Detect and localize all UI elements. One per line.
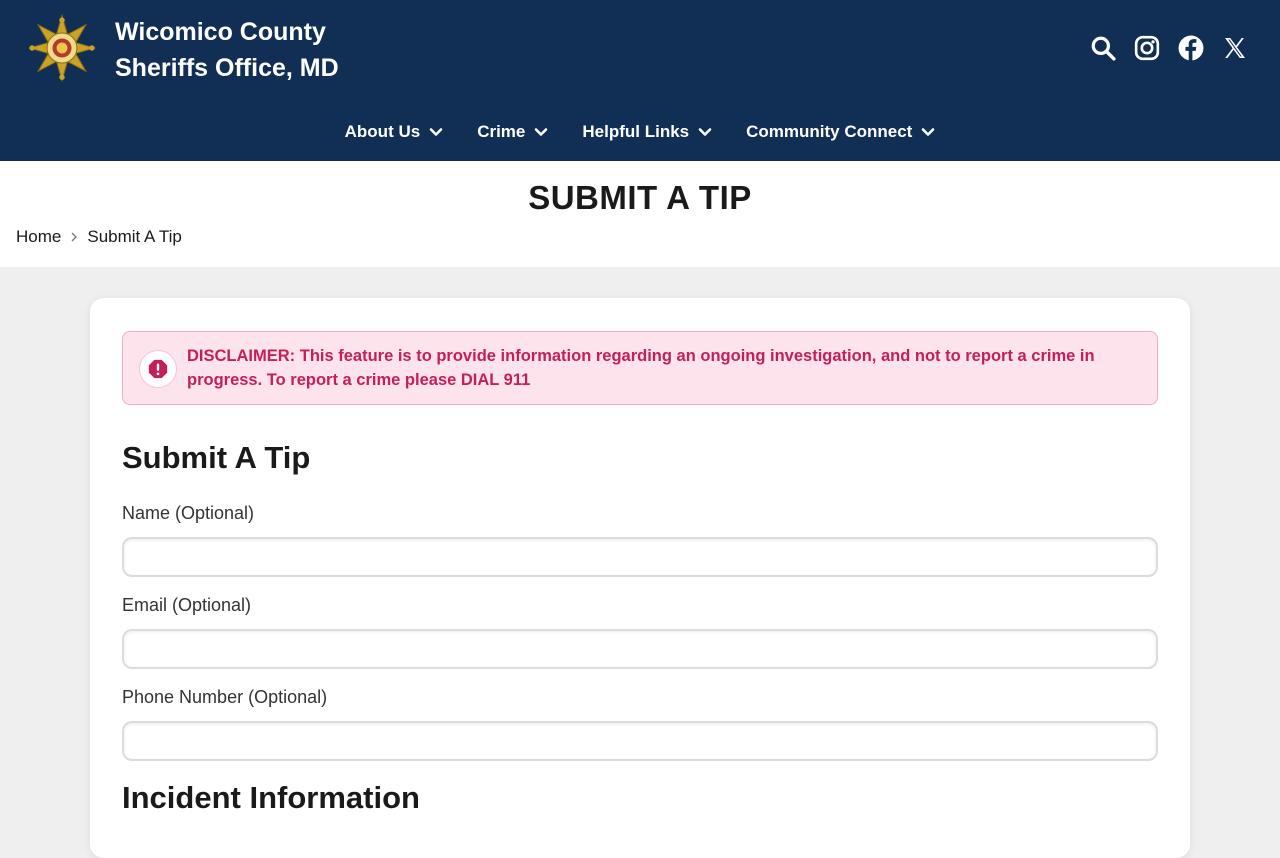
tip-form-card — [90, 298, 1190, 858]
x-icon[interactable] — [1222, 34, 1248, 62]
chevron-down-icon — [429, 125, 443, 139]
chevron-down-icon — [921, 125, 935, 139]
nav-item-label: Helpful Links — [582, 122, 690, 141]
name-field[interactable] — [122, 537, 1158, 577]
search-icon[interactable] — [1090, 34, 1116, 62]
incident-information-heading: Incident Information — [122, 780, 420, 815]
nav-item-label: About Us — [344, 122, 421, 141]
page-title: SUBMIT A TIP — [528, 179, 752, 216]
breadcrumb-current: Submit A Tip — [87, 227, 182, 246]
site-header — [0, 0, 1280, 161]
chevron-right-icon — [70, 231, 78, 243]
chevron-down-icon — [698, 125, 712, 139]
nav-item-label: Crime — [477, 122, 526, 141]
instagram-icon[interactable] — [1134, 34, 1160, 62]
breadcrumb-home-link[interactable]: Home — [16, 227, 62, 246]
phone-field-label: Phone Number (Optional) — [122, 687, 328, 707]
breadcrumb — [16, 227, 182, 247]
nav-item-helpful-links[interactable] — [582, 122, 712, 142]
alert-icon-container — [139, 350, 177, 388]
chevron-down-icon — [534, 125, 548, 139]
nav-item-about-us[interactable] — [345, 122, 444, 142]
site-title-line1: Wicomico County — [115, 18, 326, 46]
site-title-line2: Sheriffs Office, MD — [115, 54, 339, 82]
alert-octagon-icon — [147, 358, 169, 380]
disclaimer-text: DISCLAIMER: This feature is to provide information regarding an ongoing investigation, and not to report a crime in progress. To report a crime please DIAL 911 — [187, 347, 1095, 389]
form-title: Submit A Tip — [122, 440, 311, 475]
disclaimer-alert — [122, 331, 1158, 405]
nav-item-crime[interactable] — [477, 122, 548, 142]
facebook-icon[interactable] — [1178, 34, 1204, 62]
email-field[interactable] — [122, 629, 1158, 669]
main-nav — [0, 122, 1280, 142]
page-title-bar — [0, 161, 1280, 267]
site-title[interactable] — [115, 14, 339, 86]
nav-item-community-connect[interactable] — [746, 122, 935, 142]
header-icon-bar — [1090, 34, 1248, 62]
nav-item-label: Community Connect — [746, 122, 913, 141]
phone-field[interactable] — [122, 721, 1158, 761]
email-field-label: Email (Optional) — [122, 595, 252, 615]
sheriff-badge-logo[interactable] — [28, 14, 96, 82]
name-field-label: Name (Optional) — [122, 503, 255, 523]
